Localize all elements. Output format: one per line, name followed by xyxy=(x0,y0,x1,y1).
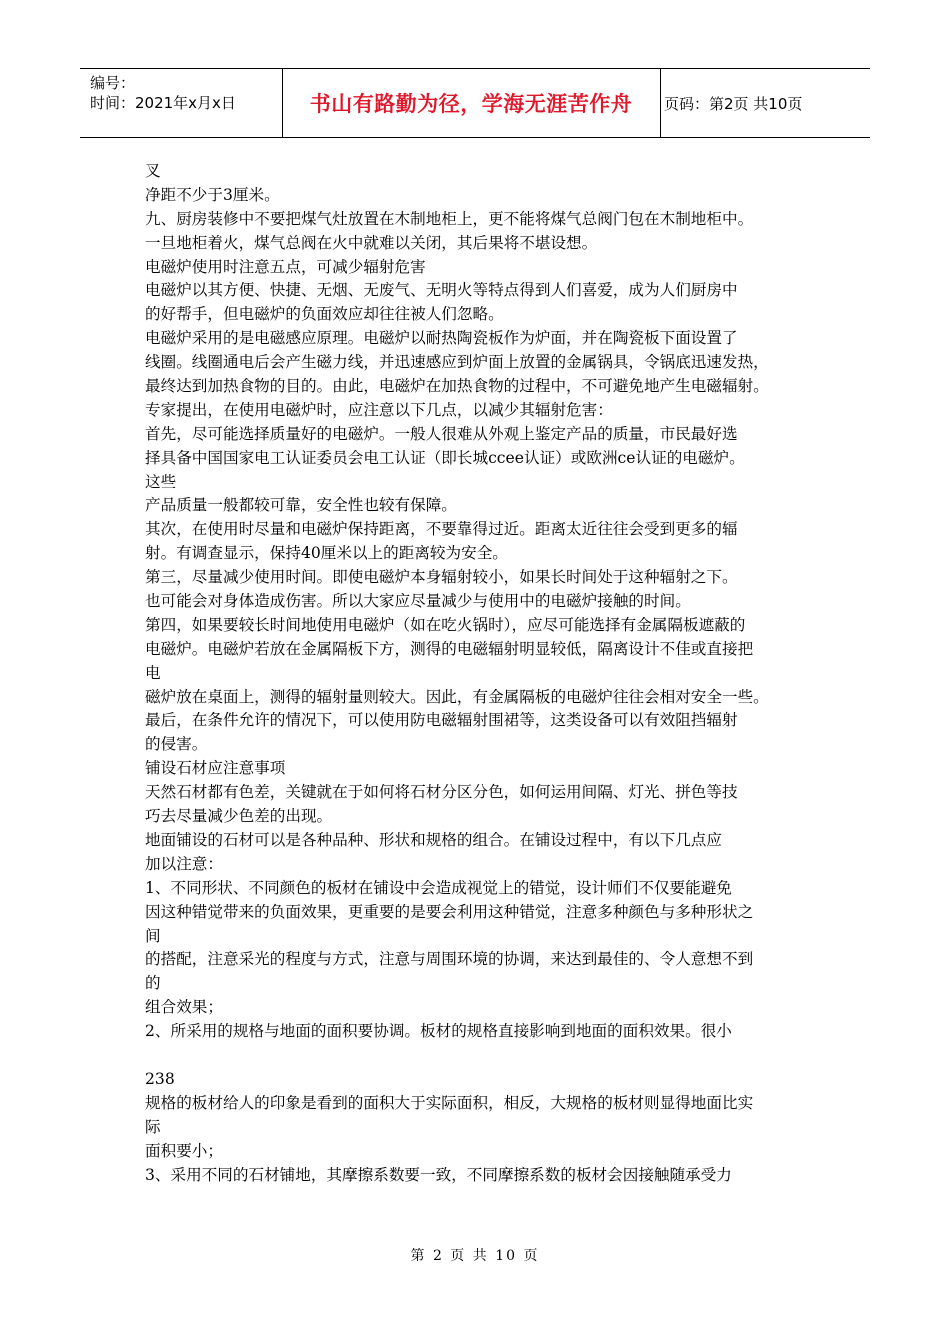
text-line: 这些 xyxy=(145,472,177,491)
text-line: 因这种错觉带来的负面效果，更重要的是要会利用这种错觉，注意多种颜色与多种形状之 xyxy=(145,902,754,921)
header-divider xyxy=(660,69,661,137)
text-line: 也可能会对身体造成伤害。所以大家应尽量减少与使用中的电磁炉接触的时间。 xyxy=(145,592,691,611)
text-line: 的好帮手，但电磁炉的负面效应却往往被人们忽略。 xyxy=(145,305,504,324)
document-number-label: 编号： xyxy=(90,74,136,92)
text-line: 的侵害。 xyxy=(145,735,208,754)
text-line: 射。有调查显示，保持40厘米以上的距离较为安全。 xyxy=(145,544,508,563)
text-line: 2、所采用的规格与地面的面积要协调。板材的规格直接影响到地面的面积效果。很小 xyxy=(145,1022,732,1041)
text-line: 电磁炉以其方便、快捷、无烟、无废气、无明火等特点得到人们喜爱，成为人们厨房中 xyxy=(145,281,738,300)
text-line: 产品质量一般都较可靠，安全性也较有保障。 xyxy=(145,496,457,515)
text-line: 电磁炉。电磁炉若放在金属隔板下方，测得的电磁辐射明显较低，隔离设计不佳或直接把 xyxy=(145,639,754,658)
header-page-info: 页码：第2页 共10页 xyxy=(664,94,803,113)
text-line: 238 xyxy=(145,1069,175,1088)
text-line: 面积要小； xyxy=(145,1141,223,1160)
text-line: 其次，在使用时尽量和电磁炉保持距离，不要靠得过近。距离太近往往会受到更多的辐 xyxy=(145,520,738,539)
text-line: 巧去尽量减少色差的出现。 xyxy=(145,807,333,826)
text-line: 最终达到加热食物的目的。由此，电磁炉在加热食物的过程中，不可避免地产生电磁辐射。 xyxy=(145,377,769,396)
text-line: 电磁炉采用的是电磁感应原理。电磁炉以耐热陶瓷板作为炉面，并在陶瓷板下面设置了 xyxy=(145,329,738,348)
text-line: 规格的板材给人的印象是看到的面积大于实际面积，相反，大规格的板材则显得地面比实 xyxy=(145,1093,754,1112)
text-line: 电磁炉使用时注意五点，可减少辐射危害 xyxy=(145,257,426,276)
body-section xyxy=(145,160,815,1044)
text-line: 最后，在条件允许的情况下，可以使用防电磁辐射围裙等，这类设备可以有效阻挡辐射 xyxy=(145,711,738,730)
text-line: 间 xyxy=(145,926,161,945)
document-date: 时间：2021年x月x日 xyxy=(90,94,236,112)
text-line: 的搭配，注意采光的程度与方式，注意与周围环境的协调，来达到最佳的、令人意想不到 xyxy=(145,950,754,969)
text-line: 组合效果； xyxy=(145,998,223,1017)
page-header xyxy=(80,68,870,138)
text-line: 一旦地柜着火，煤气总阀在火中就难以关闭，其后果将不堪设想。 xyxy=(145,233,598,252)
text-line: 加以注意： xyxy=(145,854,223,873)
text-line: 叉 xyxy=(145,162,161,180)
text-line: 择具备中国国家电工认证委员会电工认证（即长城ccee认证）或欧洲ce认证的电磁炉。 xyxy=(145,448,745,467)
text-line: 天然石材都有色差，关键就在于如何将石材分区分色，如何运用间隔、灯光、拼色等技 xyxy=(145,783,738,802)
text-line: 的 xyxy=(145,974,161,993)
text-line: 电 xyxy=(145,663,161,682)
page-footer: 第 2 页 共 10 页 xyxy=(410,1248,540,1264)
body-section xyxy=(145,1068,815,1187)
text-line: 3、采用不同的石材铺地，其摩擦系数要一致，不同摩擦系数的板材会因接触随承受力 xyxy=(145,1165,732,1184)
text-line: 1、不同形状、不同颜色的板材在铺设中会造成视觉上的错觉，设计师们不仅要能避免 xyxy=(145,878,732,897)
text-line: 专家提出，在使用电磁炉时，应注意以下几点，以减少其辐射危害： xyxy=(145,400,613,419)
text-line: 九、厨房装修中不要把煤气灶放置在木制地柜上，更不能将煤气总阀门包在木制地柜中。 xyxy=(145,209,754,228)
text-line: 地面铺设的石材可以是各种品种、形状和规格的组合。在铺设过程中，有以下几点应 xyxy=(145,830,722,849)
header-meta xyxy=(90,73,280,113)
text-line: 磁炉放在桌面上，测得的辐射量则较大。因此，有金属隔板的电磁炉往往会相对安全一些。 xyxy=(145,687,769,706)
text-line: 第四，如果要较长时间地使用电磁炉（如在吃火锅时），应尽可能选择有金属隔板遮蔽的 xyxy=(145,615,746,634)
text-line: 第三，尽量减少使用时间。即使电磁炉本身辐射较小，如果长时间处于这种辐射之下。 xyxy=(145,568,738,587)
document-body xyxy=(145,160,815,1187)
text-line: 首先，尽可能选择质量好的电磁炉。一般人很难从外观上鉴定产品的质量，市民最好选 xyxy=(145,424,738,443)
text-line: 际 xyxy=(145,1117,161,1136)
header-motto: 书山有路勤为径，学海无涯苦作舟 xyxy=(309,92,633,116)
text-line: 铺设石材应注意事项 xyxy=(145,759,286,778)
text-line: 线圈。线圈通电后会产生磁力线，并迅速感应到炉面上放置的金属锅具，令锅底迅速发热， xyxy=(145,353,769,372)
text-line: 净距不少于3厘米。 xyxy=(145,185,280,204)
